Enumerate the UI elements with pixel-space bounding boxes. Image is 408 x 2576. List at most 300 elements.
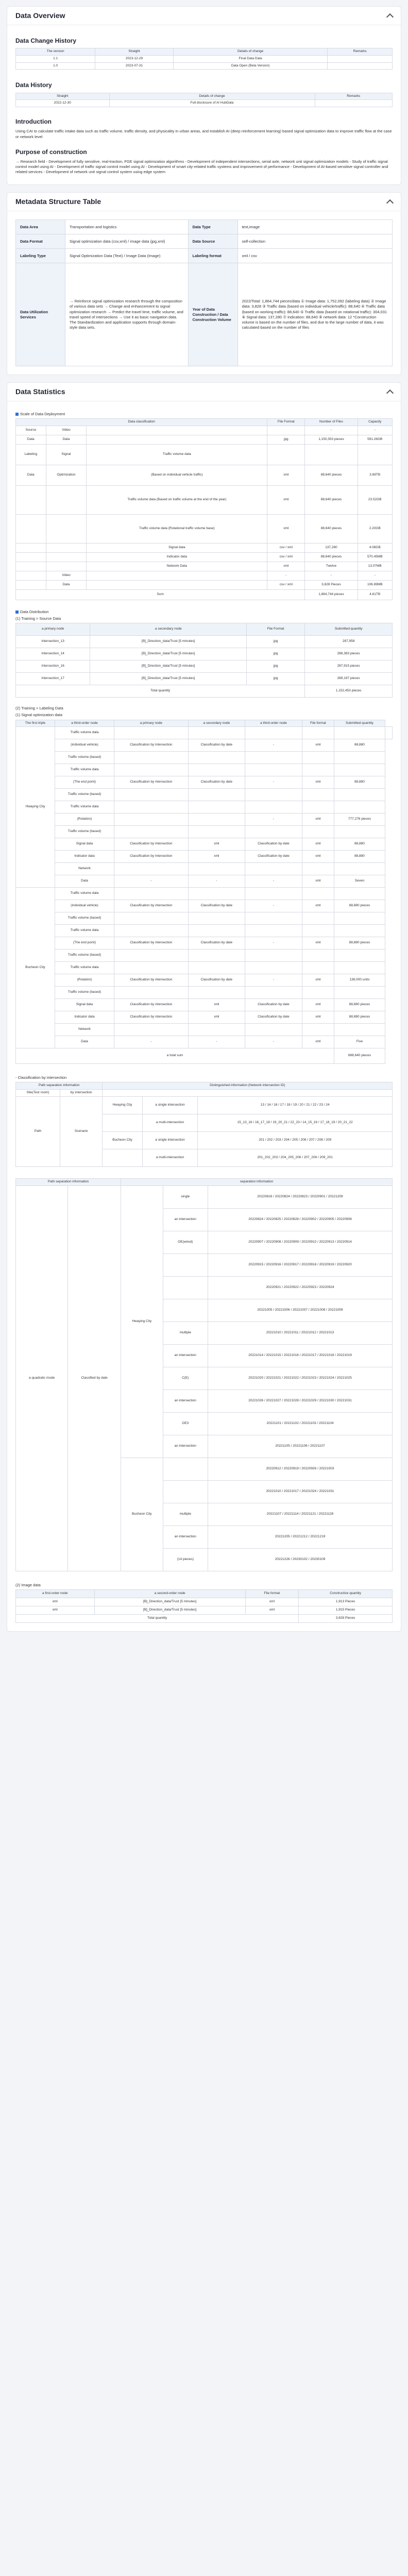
table-cell: xml bbox=[267, 465, 305, 486]
table-cell: 88,640 pieces bbox=[305, 465, 358, 486]
table-cell bbox=[103, 1090, 393, 1097]
table-row bbox=[16, 1606, 393, 1615]
intro-text: Using CAI to calculate traffic intake data such as traffic volume, traffic density, and physicality in urban areas, and establish AI (deep reinforcement learning) based signal optimization data to improve traffic flow at the case or network level bbox=[15, 129, 392, 139]
table-row bbox=[16, 100, 393, 107]
table-cell: text,image bbox=[237, 220, 392, 234]
image-data-title: (2) Image data bbox=[15, 1583, 41, 1588]
table-cell: Traffic volume (based) bbox=[55, 752, 114, 764]
overview-card bbox=[7, 6, 401, 185]
table-cell: Classification by Intersection bbox=[114, 838, 189, 851]
table-cell: Bucheon City bbox=[103, 1132, 142, 1149]
statistics-title: Data Statistics bbox=[15, 387, 65, 396]
table-cell bbox=[302, 826, 334, 838]
table-cell bbox=[245, 801, 302, 814]
table-cell: Traffic volume (based) bbox=[55, 789, 114, 801]
table-cell: an intersection bbox=[163, 1526, 208, 1549]
table-row bbox=[16, 1024, 393, 1036]
table-cell: csv / xml bbox=[267, 544, 305, 553]
table-row bbox=[16, 445, 393, 465]
table-cell: Optimization bbox=[46, 465, 87, 486]
table-cell: a total sum bbox=[16, 1048, 334, 1064]
table-row bbox=[16, 1590, 393, 1598]
table-cell: 287,958 bbox=[305, 636, 393, 648]
table-cell: 20220824 / 20220825 / 20220828 / 20220902 / 20220905 / 20220906 bbox=[208, 1209, 393, 1231]
table-cell bbox=[188, 1024, 245, 1036]
table-cell: xml bbox=[302, 739, 334, 752]
table-cell: self-collection bbox=[237, 234, 392, 249]
table-header-cell: a primary node bbox=[114, 720, 189, 727]
table-cell: xml bbox=[302, 937, 334, 950]
table-cell: 289,197 pieces bbox=[305, 673, 393, 685]
table-cell: 2023-12-29 bbox=[95, 55, 174, 62]
table-cell: [B]_Direction_data/Trust [5 minutes] bbox=[94, 1606, 245, 1615]
table-cell: Classification by intersection bbox=[114, 937, 189, 950]
table-cell: 88,640 pieces bbox=[305, 486, 358, 515]
table-cell: Total quantity bbox=[16, 685, 305, 698]
table-cell: [B]_Direction_data/Trust [5 minutes] bbox=[94, 1598, 245, 1606]
table-row bbox=[16, 581, 393, 590]
table-cell: 688,640 pieces bbox=[334, 1048, 385, 1064]
table-row bbox=[16, 912, 393, 925]
table-cell: multiple bbox=[163, 1503, 208, 1526]
table-row bbox=[16, 727, 393, 739]
source-table bbox=[15, 623, 393, 698]
table-cell: 88,880 pieces bbox=[334, 900, 385, 912]
table-cell: - bbox=[245, 1036, 302, 1048]
table-cell: xml bbox=[267, 486, 305, 515]
table-row bbox=[16, 1097, 393, 1114]
table-cell: multiple bbox=[163, 1322, 208, 1345]
table-cell: an intersection bbox=[163, 1435, 208, 1458]
table-cell: - bbox=[358, 571, 392, 581]
table-cell: Indicator data bbox=[55, 1011, 114, 1024]
table-cell bbox=[87, 426, 267, 435]
table-cell: 20220921 / 20220922 / 20220923 / 20220924 bbox=[208, 1277, 393, 1299]
table-cell: 3,828 Pieces bbox=[299, 1615, 393, 1623]
table-cell bbox=[163, 1254, 208, 1277]
table-cell: xml bbox=[188, 999, 245, 1011]
table-cell: by intersection bbox=[60, 1090, 102, 1097]
table-cell: Traffic volume data bbox=[55, 727, 114, 739]
table-header-cell: Details of change bbox=[109, 93, 315, 100]
table-cell: an intersection bbox=[163, 1390, 208, 1413]
purpose-title: Purpose of construction bbox=[15, 148, 87, 156]
table-cell: Year of Data Construction / Data Construction Volume bbox=[188, 263, 237, 366]
table-header-cell: a third-order node bbox=[55, 720, 114, 727]
table-cell: xml bbox=[302, 999, 334, 1011]
table-cell: 3,828 Pieces bbox=[305, 581, 358, 590]
table-cell: Classification by date bbox=[245, 838, 302, 851]
table-cell bbox=[334, 962, 385, 974]
table-cell: 777,276 pieces bbox=[334, 814, 385, 826]
table-cell: Full disclosure of AI HubData bbox=[109, 100, 315, 107]
table-cell: Classification by intersection bbox=[114, 1011, 189, 1024]
table-cell bbox=[114, 752, 189, 764]
table-cell: 1.0 bbox=[16, 62, 95, 70]
table-cell: 1,915 Pieces bbox=[299, 1606, 393, 1615]
table-cell: Traffic volume data bbox=[55, 801, 114, 814]
table-cell: Data Utilization Services bbox=[16, 263, 65, 366]
table-cell: Bucheon City bbox=[16, 888, 55, 1048]
table-cell: Traffic volume (based) bbox=[55, 987, 114, 999]
table-cell: Network Data bbox=[87, 562, 267, 571]
table-row bbox=[16, 648, 393, 660]
dist-sub2b: (1) Signal optimization data bbox=[15, 713, 62, 718]
table-cell: xml bbox=[245, 1598, 299, 1606]
table-cell: Hwaying City bbox=[16, 727, 55, 888]
history-title: Data History bbox=[15, 81, 52, 89]
table-header-cell: Straight bbox=[95, 48, 174, 56]
table-cell bbox=[16, 515, 46, 544]
table-cell: 4.61TB bbox=[358, 590, 392, 600]
table-cell bbox=[87, 571, 267, 581]
table-cell bbox=[302, 801, 334, 814]
table-cell bbox=[305, 445, 358, 465]
table-row bbox=[16, 544, 393, 553]
table-cell: xml bbox=[302, 900, 334, 912]
metadata-title: Metadata Structure Table bbox=[15, 197, 101, 206]
table-cell: Data bbox=[16, 435, 46, 445]
table-cell: 20221010 / 20221011 / 20221012 / 20221013 bbox=[208, 1322, 393, 1345]
table-cell: 137,280 bbox=[305, 544, 358, 553]
table-row bbox=[16, 789, 393, 801]
chevron-up-icon[interactable] bbox=[386, 13, 394, 21]
table-cell bbox=[245, 1024, 302, 1036]
table-cell: 138,000 units bbox=[334, 974, 385, 987]
table-cell: Intersection_14 bbox=[16, 648, 90, 660]
table-cell: Classification by date bbox=[188, 937, 245, 950]
table-header-cell: a first-order node bbox=[16, 1590, 95, 1598]
table-cell: jpg bbox=[247, 660, 305, 673]
table-cell: Final Data Data bbox=[173, 55, 327, 62]
table-header-cell: separation information bbox=[121, 1179, 393, 1186]
table-cell bbox=[163, 1277, 208, 1299]
table-cell: Network bbox=[55, 863, 114, 875]
table-row bbox=[16, 249, 393, 263]
table-cell: 20220816 / 20220824 / 20220823 / 20220901 / 20221209 bbox=[208, 1186, 393, 1209]
table-cell: - bbox=[305, 426, 358, 435]
table-cell: OE3 bbox=[163, 1413, 208, 1435]
table-cell bbox=[334, 801, 385, 814]
table-cell bbox=[302, 727, 334, 739]
table-cell: - bbox=[305, 571, 358, 581]
table-cell: an intersection bbox=[163, 1209, 208, 1231]
table-cell: Signal data bbox=[55, 999, 114, 1011]
table-cell: 20220915 / 20220916 / 20220917 / 20220918 / 20220919 / 20220920 bbox=[208, 1254, 393, 1277]
table-cell: 2022/Total: 1,864,744 pieces/data ① Image data: 1,752,092 (labeling data) ② Image data: 3,828 ③ Traffic data (based on individual vehicle/traffic): 88,640 ④ Traffic data (based on working traffic): 88,640 ⑤ Traffic data (based on rotational traffic): 304,031 ⑥ Signal data: 137,280 ⑦ indication: 88,640 ⑧ network data: 12 *Construction volume is based on the number of files, and due to the large number of data, it was calculated based on the number of files bbox=[237, 263, 392, 366]
table-row bbox=[16, 1082, 393, 1090]
table-header-cell: File Format bbox=[267, 419, 305, 426]
table-cell: Network bbox=[55, 1024, 114, 1036]
table-cell: Signal data bbox=[87, 544, 267, 553]
table-cell bbox=[114, 826, 189, 838]
table-cell bbox=[245, 962, 302, 974]
table-cell: xml bbox=[16, 1598, 95, 1606]
table-cell: a single intersection bbox=[142, 1132, 198, 1149]
table-header-cell: Number of Files bbox=[305, 419, 358, 426]
table-cell bbox=[302, 1024, 334, 1036]
table-cell: jpg bbox=[247, 673, 305, 685]
table-cell: xml bbox=[302, 776, 334, 789]
chevron-up-icon[interactable] bbox=[386, 199, 394, 207]
table-row bbox=[16, 590, 393, 600]
table-cell bbox=[188, 727, 245, 739]
table-cell bbox=[245, 950, 302, 962]
table-cell: Data bbox=[16, 465, 46, 486]
table-row bbox=[16, 826, 393, 838]
table-cell bbox=[245, 912, 302, 925]
table-cell: 15_13_16 / 16_17_18 / 19_20_21 / 22_23 / 14_15_16 / 17_18_19 / 20_21_22 bbox=[198, 1114, 393, 1132]
bullet-icon bbox=[15, 611, 19, 614]
table-cell: xml bbox=[302, 814, 334, 826]
table-row bbox=[16, 863, 393, 875]
table-cell bbox=[245, 764, 302, 776]
table-cell: (individual vehicle) bbox=[55, 900, 114, 912]
table-cell: Path bbox=[16, 1097, 60, 1167]
table-cell: xml bbox=[302, 875, 334, 888]
table-cell: single bbox=[163, 1186, 208, 1209]
table-cell bbox=[163, 1299, 208, 1322]
table-row bbox=[16, 636, 393, 648]
table-cell: 88,880 bbox=[334, 776, 385, 789]
table-cell: 2.20GB bbox=[358, 515, 392, 544]
table-cell: 20220907 / 20220908 / 20220909 / 20220910 / 20220913 / 20220914 bbox=[208, 1231, 393, 1254]
table-cell: [B]_Direction_data/Trust [5 minutes] bbox=[90, 660, 247, 673]
table-cell: 591.26GB bbox=[358, 435, 392, 445]
table-cell: Site(Test room) bbox=[16, 1090, 60, 1097]
table-cell: Classification by Intersection bbox=[114, 739, 189, 752]
table-cell: Data bbox=[46, 435, 87, 445]
table-cell bbox=[163, 1481, 208, 1503]
statistics-card bbox=[7, 382, 401, 1632]
table-row bbox=[16, 263, 393, 366]
table-cell: Traffic volume data bbox=[55, 764, 114, 776]
table-cell: a single intersection bbox=[142, 1097, 198, 1114]
table-cell: Data Source bbox=[188, 234, 237, 249]
table-cell bbox=[16, 571, 46, 581]
table-cell bbox=[188, 814, 245, 826]
table-cell: 13 / 14 / 16 / 17 / 18 / 19 / 20 / 21 / 22 / 23 / 24 bbox=[198, 1097, 393, 1114]
table-row bbox=[16, 685, 393, 698]
table-cell: 201 / 202 / 203 / 204 / 205 / 206 / 207 / 208 / 209 bbox=[198, 1132, 393, 1149]
table-cell: Traffic volume data bbox=[55, 888, 114, 900]
table-cell: Data Open (Beta Version) bbox=[173, 62, 327, 70]
table-row bbox=[16, 220, 393, 234]
table-cell: Classification by intersection bbox=[114, 999, 189, 1011]
table-cell bbox=[334, 752, 385, 764]
table-cell: (Rotation) bbox=[55, 814, 114, 826]
table-cell: Data Type bbox=[188, 220, 237, 234]
table-cell: 88,880 pieces bbox=[334, 1011, 385, 1024]
table-cell: Data Area bbox=[16, 220, 65, 234]
table-cell: 20221105 / 20221106 / 20221107 bbox=[208, 1435, 393, 1458]
table-cell: Transportation and logistics bbox=[65, 220, 189, 234]
table-cell bbox=[188, 925, 245, 937]
table-cell: 88,880 bbox=[334, 851, 385, 863]
dist-title: Data Distribution bbox=[15, 609, 393, 615]
overview-header[interactable] bbox=[7, 7, 401, 25]
bullet-icon bbox=[15, 413, 19, 416]
table-cell: xml bbox=[267, 562, 305, 571]
table-cell bbox=[114, 1024, 189, 1036]
table-cell: Labeling bbox=[16, 445, 46, 465]
table-cell: Indicator data bbox=[55, 851, 114, 863]
table-cell: xml bbox=[302, 838, 334, 851]
table-header-cell: a third-order node bbox=[245, 720, 302, 727]
table-header-cell: a secondary node bbox=[90, 623, 247, 636]
table-cell: (The end point) bbox=[55, 776, 114, 789]
table-cell bbox=[315, 100, 393, 107]
dist-sub1: (1) Training > Source Data bbox=[15, 616, 61, 621]
table-cell: 1,150,353 pieces bbox=[305, 435, 358, 445]
table-cell bbox=[245, 987, 302, 999]
table-row bbox=[16, 419, 393, 426]
table-cell: Classification by date bbox=[245, 1011, 302, 1024]
table-cell bbox=[245, 789, 302, 801]
dist-sub2: (2) Training > Labeling Data bbox=[15, 706, 63, 711]
table-row bbox=[16, 1048, 393, 1064]
table-row bbox=[16, 720, 393, 727]
table-cell bbox=[302, 752, 334, 764]
table-header-cell: Data classification bbox=[16, 419, 267, 426]
table-cell: xml bbox=[302, 1036, 334, 1048]
table-cell: - bbox=[358, 426, 392, 435]
table-row bbox=[16, 623, 393, 636]
table-cell bbox=[16, 544, 46, 553]
table-cell: (The end point) bbox=[55, 937, 114, 950]
table-cell: xml bbox=[302, 974, 334, 987]
overview-title: Data Overview bbox=[15, 11, 65, 20]
table-cell: Scenario bbox=[60, 1097, 102, 1167]
table-cell bbox=[302, 962, 334, 974]
table-cell bbox=[103, 1114, 142, 1132]
table-row bbox=[16, 1186, 393, 1209]
table-cell bbox=[114, 888, 189, 900]
table-cell: Classified by date bbox=[68, 1186, 121, 1571]
table-cell bbox=[334, 925, 385, 937]
table-cell: csv / xml bbox=[267, 553, 305, 562]
table-cell: 23.52GB bbox=[358, 486, 392, 515]
table-row bbox=[16, 1090, 393, 1097]
table-cell: an intersection bbox=[163, 1345, 208, 1367]
classification-table bbox=[15, 1082, 393, 1167]
table-cell: Classification by intersection bbox=[114, 900, 189, 912]
table-cell: - bbox=[267, 571, 305, 581]
table-cell bbox=[114, 962, 189, 974]
table-cell: Traffic volume (based) bbox=[55, 950, 114, 962]
table-cell: xml bbox=[16, 1606, 95, 1615]
chevron-up-icon[interactable] bbox=[386, 389, 394, 397]
table-cell bbox=[334, 789, 385, 801]
change-history-table bbox=[15, 48, 393, 70]
table-cell: Classification by Intersection bbox=[114, 851, 189, 863]
table-cell: jpg bbox=[267, 435, 305, 445]
table-cell: 2023-07-31 bbox=[95, 62, 174, 70]
table-row bbox=[16, 1179, 393, 1186]
table-cell: Video bbox=[46, 571, 87, 581]
table-header-cell: a primary node bbox=[16, 623, 90, 636]
table-cell: 1,913 Pieces bbox=[299, 1598, 393, 1606]
table-row bbox=[16, 55, 393, 62]
table-cell: - bbox=[114, 875, 189, 888]
table-cell: - bbox=[245, 900, 302, 912]
table-cell: Intersection_13 bbox=[16, 636, 90, 648]
table-row bbox=[16, 925, 393, 937]
table-row bbox=[16, 553, 393, 562]
table-cell bbox=[46, 544, 87, 553]
table-cell bbox=[188, 863, 245, 875]
image-data-table bbox=[15, 1589, 393, 1623]
table-cell: Total quantity bbox=[16, 1615, 299, 1623]
table-cell: [B]_Direction_data/Trust [5 minutes] bbox=[90, 636, 247, 648]
table-cell: Classification by intersection bbox=[114, 776, 189, 789]
table-row bbox=[16, 1011, 393, 1024]
table-header-cell: Capacity bbox=[358, 419, 392, 426]
table-row bbox=[16, 486, 393, 515]
table-header-cell: Path separation information bbox=[16, 1082, 103, 1090]
table-cell: jpg bbox=[247, 636, 305, 648]
table-row bbox=[16, 515, 393, 544]
metadata-header[interactable] bbox=[7, 193, 401, 211]
table-header-cell: a secondary node bbox=[188, 720, 245, 727]
table-cell: 4.08GB bbox=[358, 544, 392, 553]
table-cell: 88,880 bbox=[334, 838, 385, 851]
table-cell bbox=[16, 553, 46, 562]
table-cell bbox=[245, 888, 302, 900]
table-cell bbox=[114, 912, 189, 925]
class-title: - Classification by intersection bbox=[15, 1075, 67, 1080]
table-cell: - bbox=[245, 814, 302, 826]
table-cell bbox=[302, 764, 334, 776]
table-header-cell: File format bbox=[245, 1590, 299, 1598]
table-cell bbox=[302, 987, 334, 999]
table-cell: 20221005 / 20221006 / 20221007 / 20221008 / 20221009 bbox=[208, 1299, 393, 1322]
scale-title: Scale of Data Deployment bbox=[15, 412, 393, 417]
table-cell: - bbox=[188, 1036, 245, 1048]
table-row bbox=[16, 999, 393, 1011]
table-cell: Seven bbox=[334, 875, 385, 888]
table-cell: 88,880 pieces bbox=[334, 937, 385, 950]
table-cell bbox=[245, 863, 302, 875]
table-cell: a quadratic mode bbox=[16, 1186, 68, 1571]
table-cell: Source bbox=[16, 426, 46, 435]
change-history-title: Data Change History bbox=[15, 37, 77, 44]
table-cell: 570.45MB bbox=[358, 553, 392, 562]
table-row bbox=[16, 875, 393, 888]
table-cell: 20221026 / 20221027 / 20221028 / 20221029 / 20221030 / 20221031 bbox=[208, 1390, 393, 1413]
table-cell: Indicator data bbox=[87, 553, 267, 562]
table-cell bbox=[114, 925, 189, 937]
table-cell bbox=[16, 486, 46, 515]
table-cell bbox=[188, 789, 245, 801]
statistics-header[interactable] bbox=[7, 383, 401, 401]
table-cell: [B]_Direction_data/Trust [5 minutes] bbox=[90, 673, 247, 685]
table-cell bbox=[188, 950, 245, 962]
table-cell: jpg bbox=[247, 648, 305, 660]
table-cell: Signal Optimization Data (Text) / Image Data (Image) bbox=[65, 249, 189, 263]
table-cell bbox=[46, 553, 87, 562]
table-cell bbox=[358, 445, 392, 465]
table-cell bbox=[328, 55, 393, 62]
table-cell bbox=[103, 1149, 142, 1167]
table-row bbox=[16, 739, 393, 752]
table-cell: 288,383 pieces bbox=[305, 648, 393, 660]
table-cell: 1.1 bbox=[16, 55, 95, 62]
table-row bbox=[16, 673, 393, 685]
table-cell bbox=[16, 581, 46, 590]
table-row bbox=[16, 937, 393, 950]
table-row bbox=[16, 1036, 393, 1048]
